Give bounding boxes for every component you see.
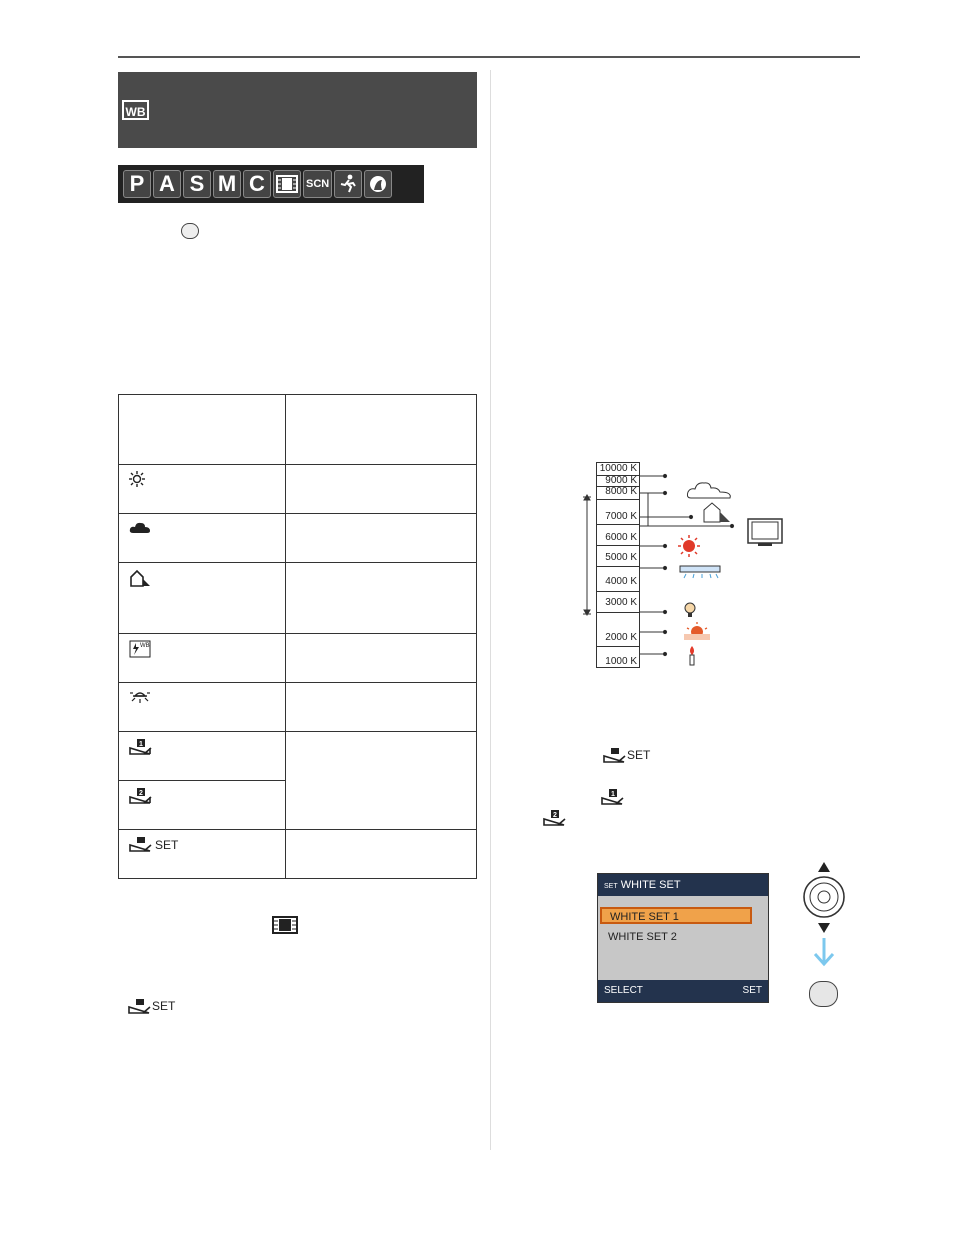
kelvin-label: 10000 K: [599, 463, 637, 474]
screen-title: WHITE SET: [620, 879, 681, 891]
shade-icon: [704, 503, 730, 522]
shade-icon: [129, 569, 151, 587]
halogen-icon: [129, 689, 151, 707]
table-row: [119, 514, 477, 563]
right-white-set-1-icon: [601, 788, 625, 811]
white-balance-table: [118, 394, 477, 879]
table-header-row: [119, 395, 477, 465]
kelvin-label: 7000 K: [605, 511, 637, 522]
motion-picture-icon: [272, 916, 298, 939]
note-white-set-label: SET: [152, 999, 176, 1014]
candle-icon: [690, 646, 694, 665]
kelvin-label: 2000 K: [605, 632, 637, 643]
white-set-1-icon: [129, 738, 153, 756]
menu-item-white-set-1[interactable]: WHITE SET 1: [600, 907, 752, 924]
right-white-set-2-icon: [543, 809, 567, 832]
svg-text:2: 2: [139, 790, 143, 797]
svg-text:1: 1: [611, 791, 615, 798]
svg-text:2: 2: [553, 812, 557, 819]
kelvin-label: 5000 K: [605, 552, 637, 563]
right-white-set-label: SET: [627, 748, 651, 763]
kelvin-label: 3000 K: [605, 597, 637, 608]
mode-p-icon: P: [123, 170, 151, 198]
screen-footer: [598, 980, 768, 1002]
screen-title-bar: [598, 874, 768, 896]
table-row: [119, 830, 477, 879]
menu-set-button-icon: [809, 981, 838, 1007]
scene-mode-icon: SCN: [303, 170, 332, 198]
sunny-icon: [129, 471, 145, 487]
svg-text:WB: WB: [140, 643, 150, 649]
cursor-buttons-icon: [800, 860, 848, 970]
menu-item-white-set-2[interactable]: WHITE SET 2: [608, 931, 677, 943]
cloudy-icon: [129, 520, 151, 534]
mode-c-icon: C: [243, 170, 271, 198]
mode-m-icon: M: [213, 170, 241, 198]
table-row: [119, 465, 477, 514]
color-temperature-sources: [576, 462, 806, 672]
mode-a-icon: A: [153, 170, 181, 198]
sunset-icon: [684, 622, 710, 640]
note-white-set-icon: [128, 999, 175, 1015]
mode-icon-strip: [118, 165, 424, 203]
white-set-label: SET: [155, 837, 179, 852]
motion-picture-mode-icon: [273, 170, 301, 198]
right-white-set-icon: [603, 748, 650, 764]
bulb-icon: [685, 603, 695, 617]
kelvin-label: 1000 K: [605, 656, 637, 667]
tv-icon: [748, 519, 782, 546]
white-set-2-icon: [129, 787, 153, 805]
flash-wb-icon: [129, 640, 151, 658]
table-row: [119, 732, 477, 781]
kelvin-label: 8000 K: [605, 486, 637, 497]
sun-icon: [678, 535, 700, 557]
screen-footer-select: SELECT: [604, 985, 643, 996]
white-set-icon: [129, 837, 153, 853]
table-row: [119, 563, 477, 634]
menu-button-icon: [181, 223, 199, 239]
section-banner: [118, 72, 477, 148]
kelvin-label: 4000 K: [605, 576, 637, 587]
top-rule: [118, 56, 860, 58]
column-separator: [490, 70, 491, 1150]
kelvin-label: 6000 K: [605, 532, 637, 543]
table-row: [119, 634, 477, 683]
wb-icon: WB: [122, 100, 149, 120]
white-set-menu-screen: [597, 873, 769, 1003]
table-row: [119, 683, 477, 732]
svg-text:1: 1: [139, 741, 143, 748]
mode-s-icon: S: [183, 170, 211, 198]
sports-icon: [334, 170, 362, 198]
kelvin-label: 9000 K: [605, 475, 637, 486]
cloud-icon: [687, 483, 730, 498]
screen-title-prefix: SET: [604, 883, 618, 890]
screen-footer-set: SET: [742, 985, 762, 996]
fluorescent-icon: [680, 566, 720, 578]
portrait-icon: [364, 170, 392, 198]
